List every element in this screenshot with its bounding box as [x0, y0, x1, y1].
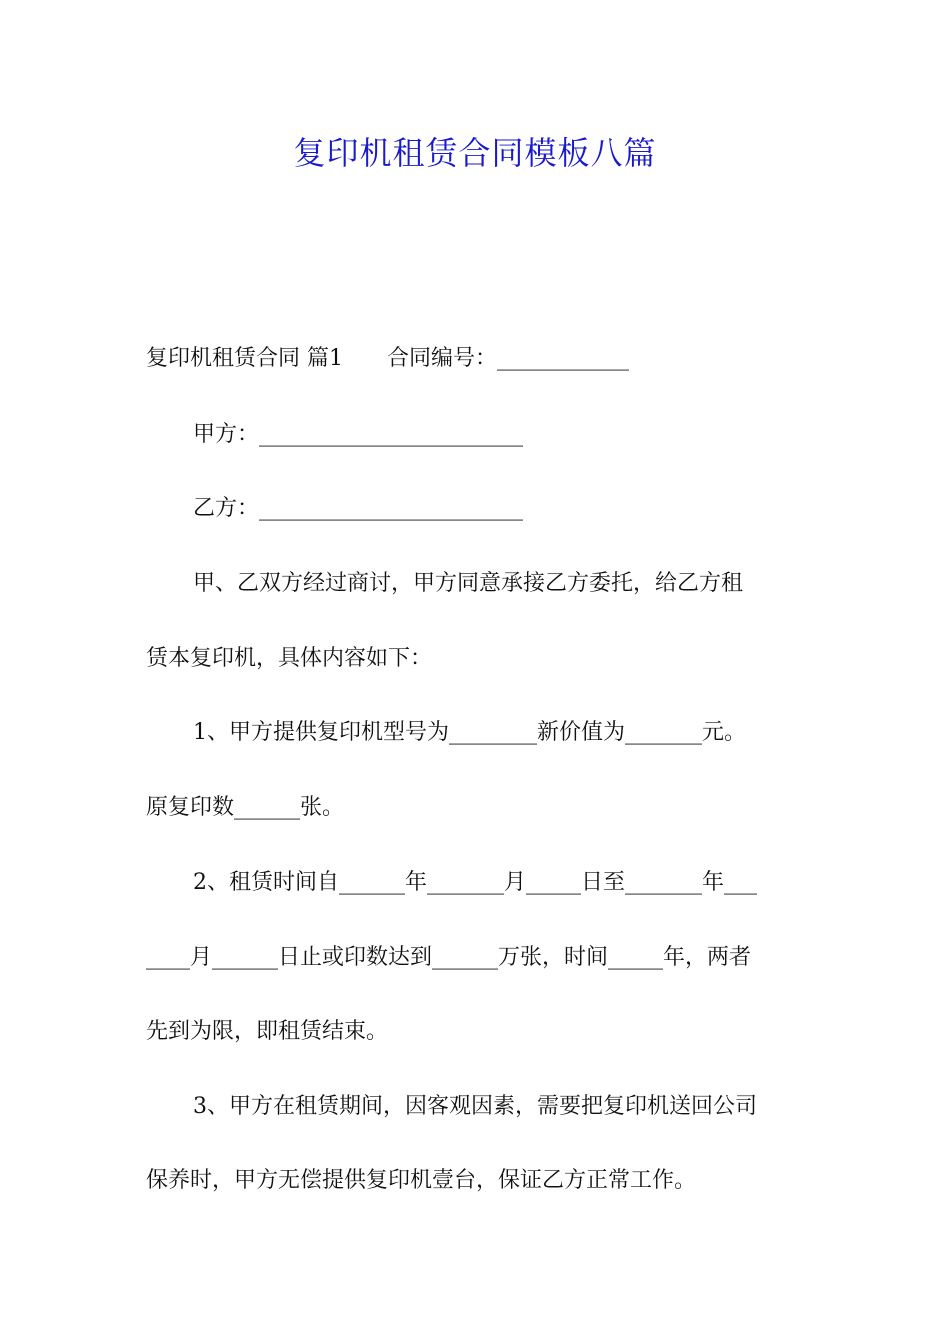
clause-2-line-1: 2、租赁时间自______年_______月_____日至_______年___: [193, 870, 757, 895]
contract-header-line: 复印机租赁合同 篇1 合同编号：____________: [146, 346, 629, 371]
document-title: 复印机租赁合同模板八篇: [293, 134, 657, 172]
clause-1-line-1: 1、甲方提供复印机型号为________新价值为_______元。: [193, 720, 746, 745]
clause-1-line-2: 原复印数______张。: [146, 795, 345, 820]
party-a-line: 甲方：________________________: [193, 422, 524, 447]
clause-3-line-1: 3、甲方在租赁期间，因客观因素，需要把复印机送回公司: [193, 1094, 757, 1119]
clause-2-line-3: 先到为限，即租赁结束。: [146, 1019, 389, 1044]
paragraph-intro-line-2: 赁本复印机，具体内容如下：: [146, 646, 433, 671]
clause-3-line-2: 保养时，甲方无偿提供复印机壹台，保证乙方正常工作。: [146, 1168, 697, 1193]
party-b-line: 乙方：________________________: [193, 496, 524, 521]
paragraph-intro-line-1: 甲、乙双方经过商讨，甲方同意承接乙方委托，给乙方租: [193, 571, 744, 596]
clause-2-line-2: ____月______日止或印数达到______万张，时间_____年，两者: [146, 945, 752, 970]
